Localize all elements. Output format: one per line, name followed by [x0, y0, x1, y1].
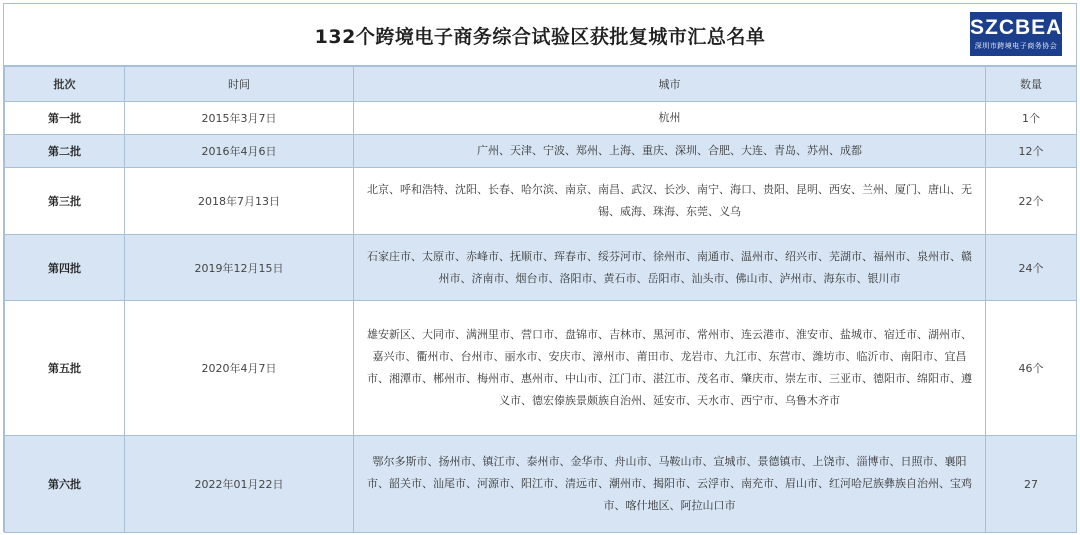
- batch-cell: 第一批: [5, 102, 125, 135]
- title-bar: [4, 4, 1076, 66]
- table-row: [5, 235, 1077, 301]
- logo-subtitle: 深圳市跨境电子商务协会: [974, 42, 1058, 50]
- count-cell: 12个: [986, 135, 1077, 168]
- cities-cell: 北京、呼和浩特、沈阳、长春、哈尔滨、南京、南昌、武汉、长沙、南宁、海口、贵阳、昆明、西安、兰州、厦门、唐山、无锡、威海、珠海、东莞、义乌: [354, 168, 986, 235]
- city-list-table: [4, 66, 1077, 533]
- table-row: [5, 102, 1077, 135]
- cities-cell: 广州、天津、宁波、郑州、上海、重庆、深圳、合肥、大连、青岛、苏州、成都: [354, 135, 986, 168]
- cities-cell: 石家庄市、太原市、赤峰市、抚顺市、珲春市、绥芬河市、徐州市、南通市、温州市、绍兴市、芜湖市、福州市、泉州市、赣州市、济南市、烟台市、洛阳市、黄石市、岳阳市、汕头市、佛山市、泸州市、海东市、银川市: [354, 235, 986, 301]
- table-row: [5, 301, 1077, 436]
- cities-cell: 雄安新区、大同市、满洲里市、营口市、盘锦市、吉林市、黑河市、常州市、连云港市、淮安市、盐城市、宿迁市、湖州市、嘉兴市、衢州市、台州市、丽水市、安庆市、漳州市、莆田市、龙岩市、九江市、东营市、潍坊市、临沂市、南阳市、宜昌市、湘潭市、郴州市、梅州市、惠州市、中山市、江门市、湛江市、茂名市、肇庆市、崇左市、三亚市、德阳市、绵阳市、遵义市、德宏傣族景颇族自治州、延安市、天水市、西宁市、乌鲁木齐市: [354, 301, 986, 436]
- document-frame: [3, 3, 1077, 532]
- page-title: 132个跨境电子商务综合试验区获批复城市汇总名单: [314, 26, 766, 48]
- batch-cell: 第六批: [5, 436, 125, 533]
- date-cell: 2019年12月15日: [125, 235, 354, 301]
- date-cell: 2022年01月22日: [125, 436, 354, 533]
- count-cell: 46个: [986, 301, 1077, 436]
- szcbea-logo: [970, 12, 1062, 56]
- batch-cell: 第三批: [5, 168, 125, 235]
- date-cell: 2018年7月13日: [125, 168, 354, 235]
- table-row: [5, 436, 1077, 533]
- table-header-row: [5, 67, 1077, 102]
- date-cell: 2020年4月7日: [125, 301, 354, 436]
- column-header-batch: 批次: [5, 67, 125, 102]
- cities-cell: 鄂尔多斯市、扬州市、镇江市、泰州市、金华市、舟山市、马鞍山市、宣城市、景德镇市、上饶市、淄博市、日照市、襄阳市、韶关市、汕尾市、河源市、阳江市、清远市、潮州市、揭阳市、云浮市、南充市、眉山市、红河哈尼族彝族自治州、宝鸡市、喀什地区、阿拉山口市: [354, 436, 986, 533]
- date-cell: 2015年3月7日: [125, 102, 354, 135]
- batch-cell: 第二批: [5, 135, 125, 168]
- table-row: [5, 135, 1077, 168]
- batch-cell: 第五批: [5, 301, 125, 436]
- count-cell: 24个: [986, 235, 1077, 301]
- date-cell: 2016年4月6日: [125, 135, 354, 168]
- batch-cell: 第四批: [5, 235, 125, 301]
- column-header-count: 数量: [986, 67, 1077, 102]
- logo-wordmark: SZCBEA: [970, 16, 1063, 39]
- cities-cell: 杭州: [354, 102, 986, 135]
- table-row: [5, 168, 1077, 235]
- count-cell: 27: [986, 436, 1077, 533]
- column-header-date: 时间: [125, 67, 354, 102]
- count-cell: 22个: [986, 168, 1077, 235]
- count-cell: 1个: [986, 102, 1077, 135]
- column-header-cities: 城市: [354, 67, 986, 102]
